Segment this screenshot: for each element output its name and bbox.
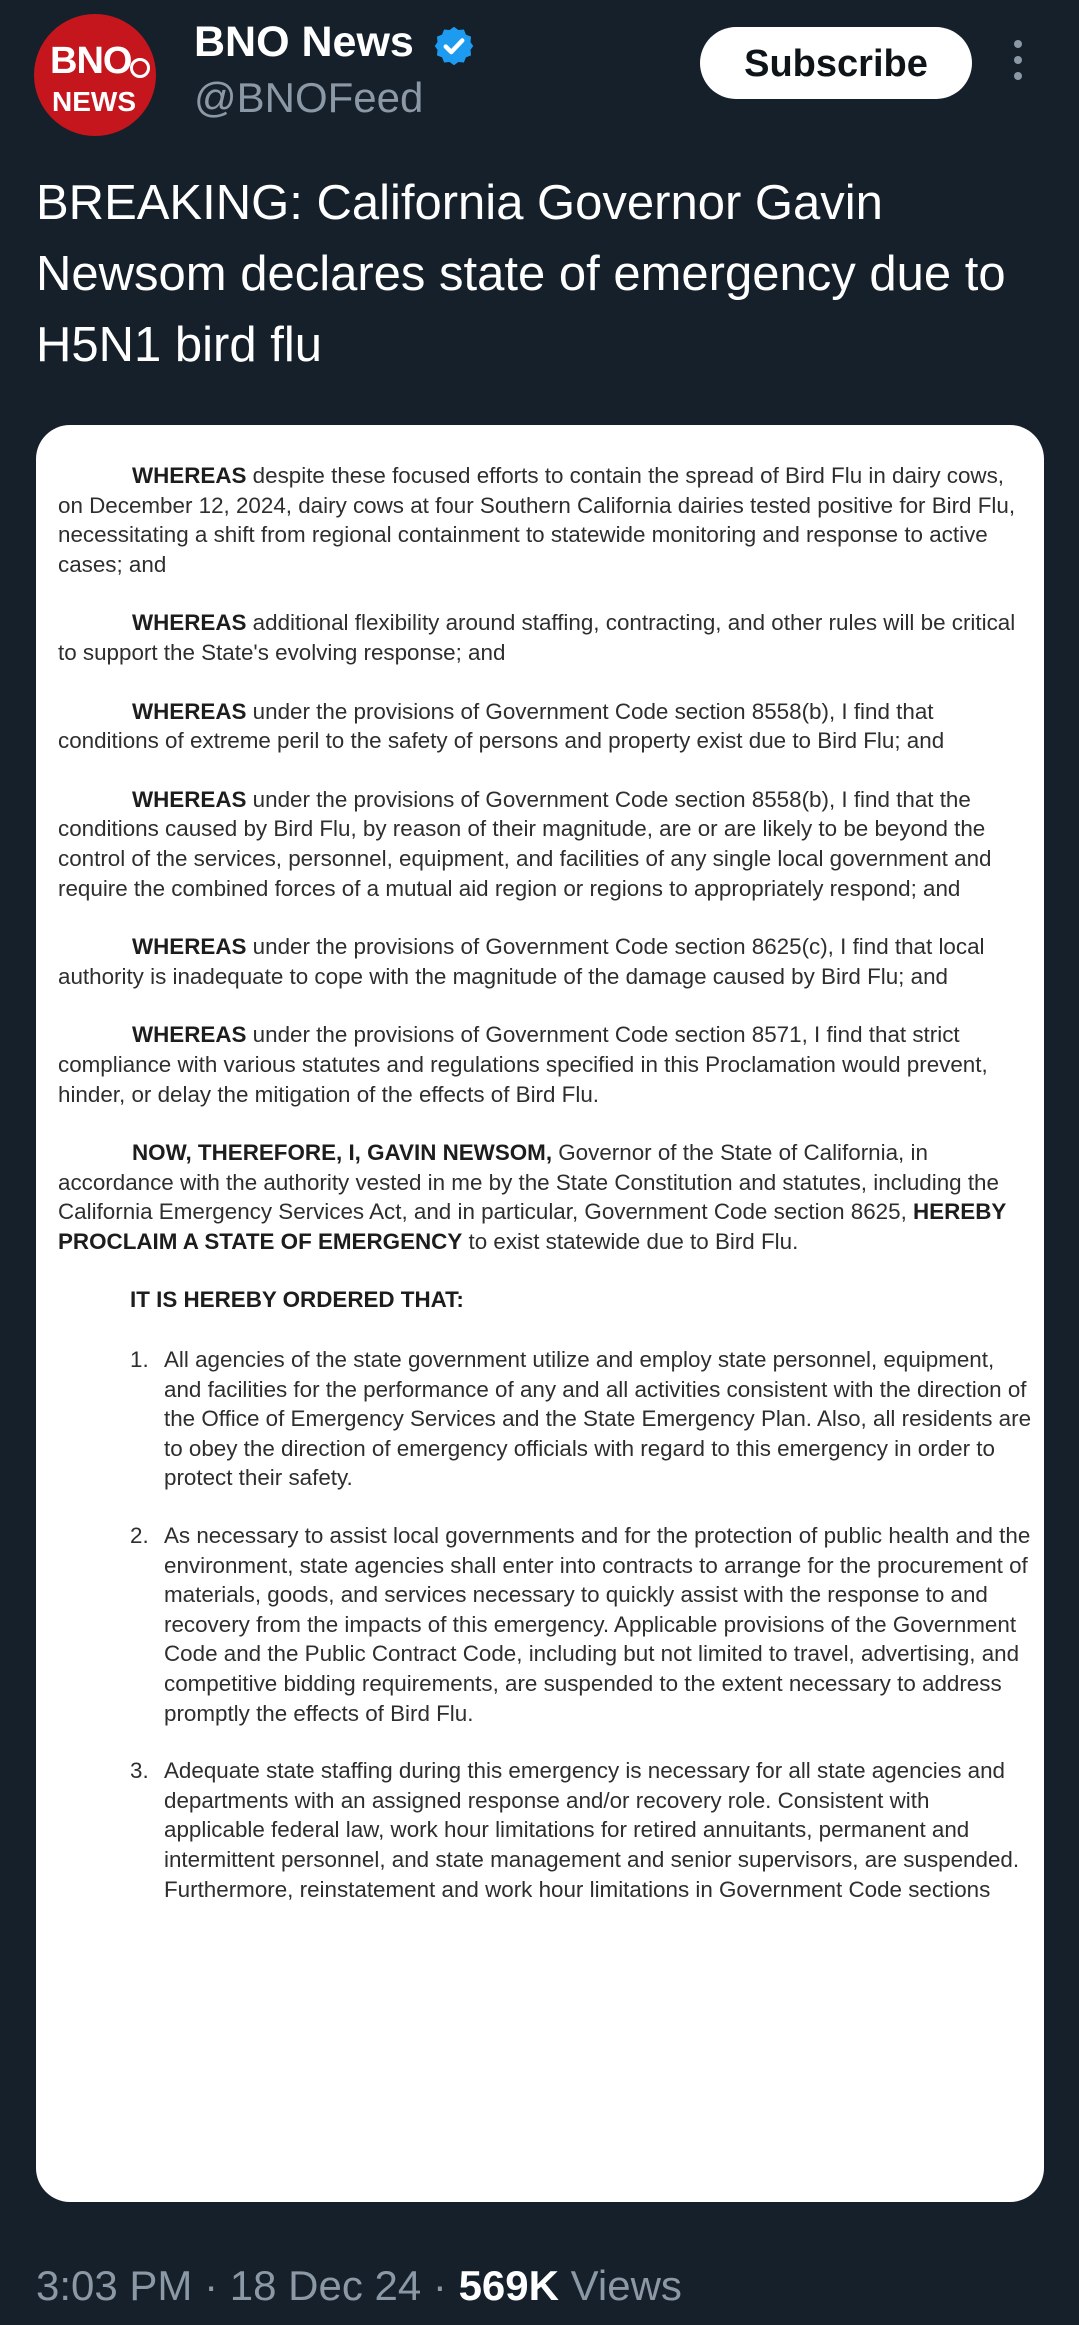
order-number: 2. (130, 1523, 149, 1549)
user-handle[interactable]: @BNOFeed (194, 74, 424, 121)
proclamation-paragraph: NOW, THEREFORE, I, GAVIN NEWSOM, Governor of the State of California, in accordance with the authority vested in me by the State Constitution and statutes, including the California Emergency Services Act, and in particular, Government Code section 8625, HEREBY PROCLAIM A STATE OF EMERGENCY to exist statewide due to Bird Flu. (58, 1140, 1006, 1254)
views-label: Views (570, 2262, 682, 2309)
order-item (58, 1345, 1033, 1493)
whereas-paragraph: WHEREAS under the provisions of Government Code section 8571, I find that strict compliance with various statutes and regulations specified in this Proclamation would prevent, hinder, or delay the mitigation of the effects of Bird Flu. (58, 1022, 988, 1107)
order-text: Adequate state staffing during this emergency is necessary for all state agencies and departments with an assigned response and/or recovery role. Consistent with applicable federal law, work hour limitations for retired annuitants, permanent and intermittent personnel, and state management and senior supervisors, are suspended. Furthermore, reinstatement and work hour limitations in Government Code sections (164, 1758, 1020, 1902)
display-name[interactable]: BNO News (194, 18, 414, 66)
tweet-text: BREAKING: California Governor Gavin Newsom declares state of emergency due to H5N1 bird flu (36, 176, 1006, 372)
verified-badge-icon (432, 24, 476, 68)
order-number: 1. (130, 1347, 149, 1373)
avatar[interactable] (34, 14, 156, 136)
avatar-logo-top: BNO (50, 40, 132, 82)
subscribe-button[interactable]: Subscribe (700, 27, 972, 99)
order-text: All agencies of the state government utilize and employ state personnel, equipment, and facilities for the performance of any and all activities consistent with the direction of the Office of Emergency Services and the State Emergency Plan. Also, all residents are to obey the direction of emergency officials with regard to this emergency in order to protect their safety. (164, 1347, 1032, 1491)
tweet-time[interactable]: 3:03 PM (36, 2262, 193, 2309)
ordered-heading: IT IS HEREBY ORDERED THAT: (130, 1287, 464, 1313)
whereas-paragraph: WHEREAS under the provisions of Government Code section 8558(b), I find that conditions of extreme peril to the safety of persons and property exist due to Bird Flu; and (58, 698, 945, 754)
proclamation-document (58, 461, 1033, 1932)
tweet-header (0, 0, 1079, 150)
whereas-paragraph: WHEREAS under the provisions of Government Code section 8625(c), I find that local authority is inadequate to cope with the magnitude of the damage caused by Bird Flu; and (58, 934, 985, 989)
order-number: 3. (130, 1758, 149, 1784)
order-text: As necessary to assist local governments and for the protection of public health and the environment, state agencies shall enter into contracts to arrange for the procurement of materials, goods, and services necessary to quickly assist with the response to and recovery from the impacts of this emergency. Applicable provisions of the Government Code and the Public Contract Code, including but not limited to travel, advertising, and competitive bidding requirements, are suspended to the extent necessary to address promptly the effects of Bird Flu. (164, 1523, 1031, 1726)
more-options-icon[interactable] (1006, 40, 1030, 90)
meta-separator: · (204, 2262, 219, 2309)
order-item (58, 1756, 1033, 1904)
tweet-meta (36, 2262, 682, 2310)
avatar-logo-ring (130, 58, 150, 78)
whereas-paragraph: WHEREAS under the provisions of Government Code section 8558(b), I find that the conditions caused by Bird Flu, by reason of their magnitude, are or are likely to be beyond the control of the services, personnel, equipment, and facilities of any single local government and require the combined forces of a mutual aid region or regions to appropriately respond; and (58, 786, 992, 901)
order-item (58, 1521, 1033, 1728)
meta-separator: · (432, 2262, 447, 2309)
avatar-logo-bottom: NEWS (52, 86, 136, 117)
views-count[interactable]: 569K (458, 2262, 559, 2309)
whereas-paragraph: WHEREAS despite these focused efforts to contain the spread of Bird Flu in dairy cows, on December 12, 2024, dairy cows at four Southern California dairies tested positive for Bird Flu, necessitating a shift from regional containment to statewide monitoring and response to active cases; and (58, 463, 1016, 577)
document-image[interactable] (36, 425, 1044, 2202)
whereas-paragraph: WHEREAS additional flexibility around staffing, contracting, and other rules will be critical to support the State's evolving response; and (58, 610, 1016, 665)
tweet-date[interactable]: 18 Dec 24 (229, 2262, 422, 2309)
